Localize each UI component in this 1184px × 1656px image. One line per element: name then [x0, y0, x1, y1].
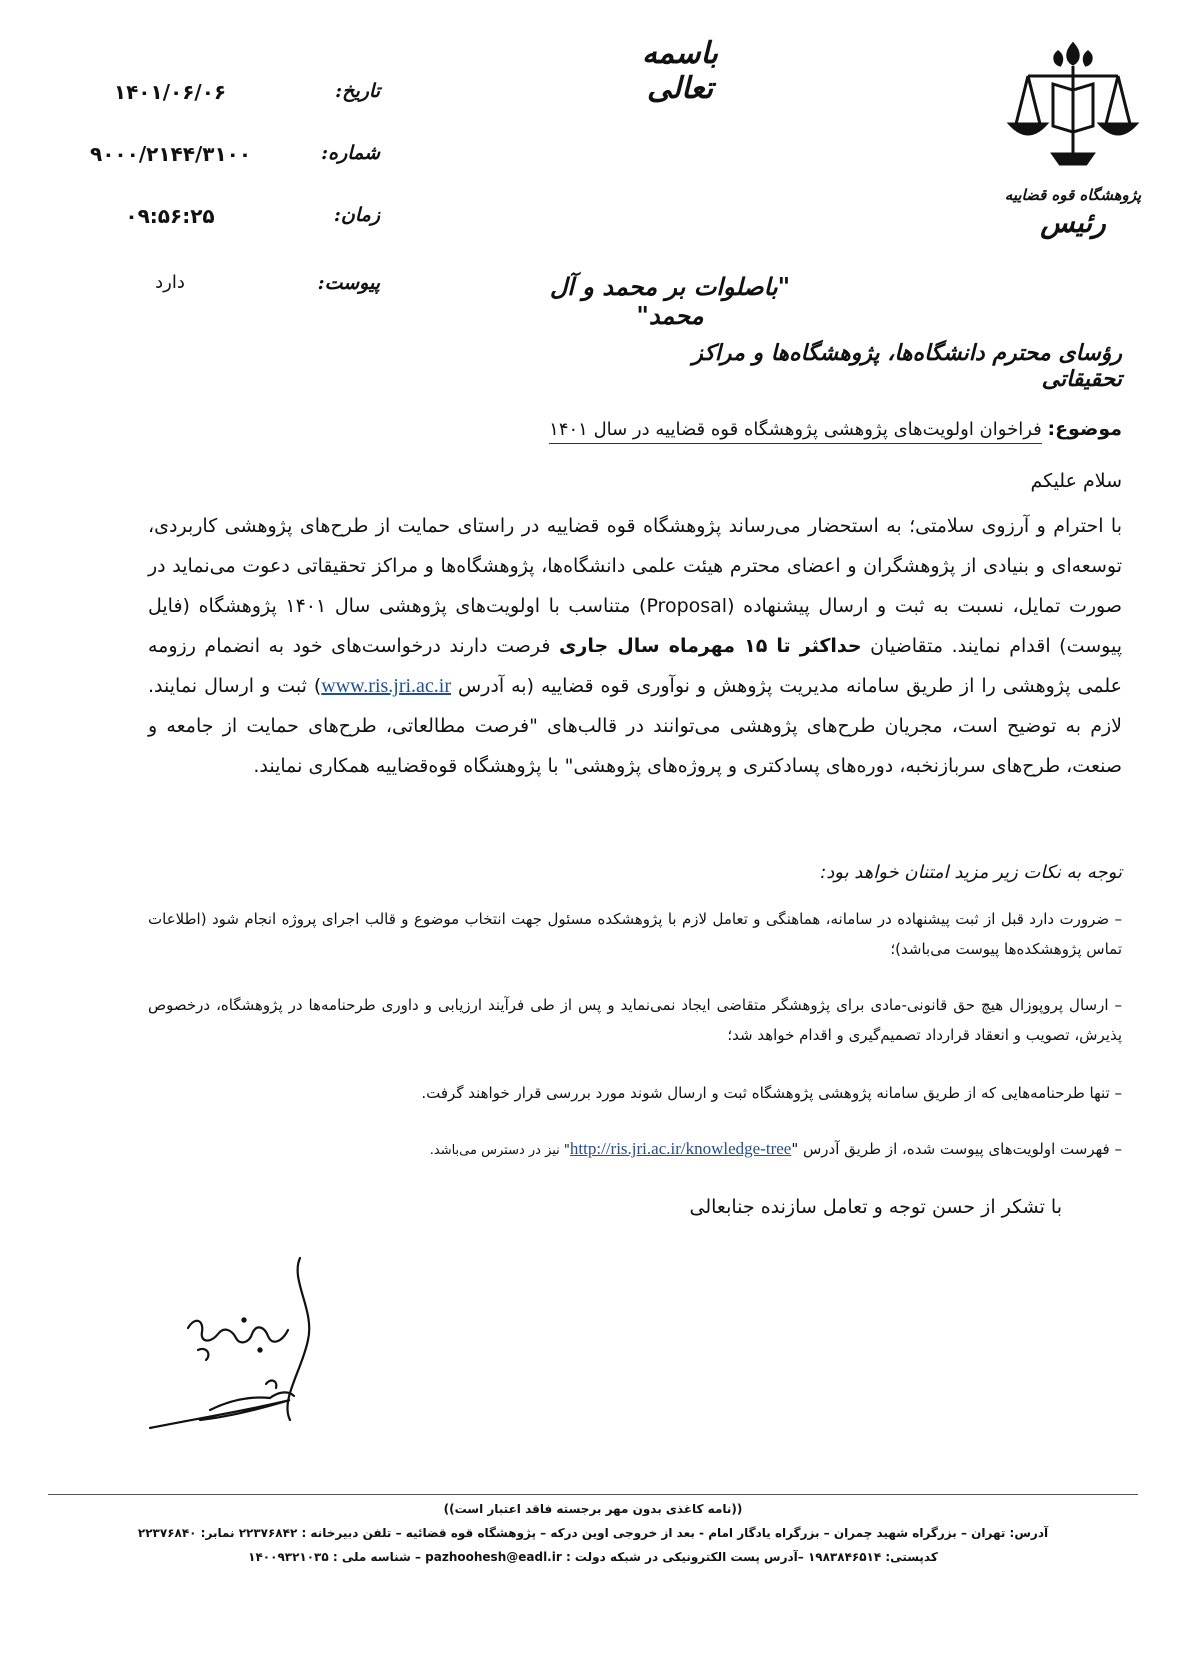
time-value: ۰۹:۵۶:۲۵	[125, 204, 215, 228]
knowledge-tree-link[interactable]: http://ris.jri.ac.ir/knowledge-tree	[569, 1139, 792, 1158]
time-label: زمان:	[333, 204, 380, 226]
notes-heading: توجه به نکات زیر مزید امتنان خواهد بود:	[820, 862, 1122, 883]
body-part-1: با احترام و آرزوی سلامتی؛ به استحضار می‌رساند پژوهشگاه قوه قضاییه در راستای حمایت از طرح‌های پژوهشی کاربردی، توسعه‌ای و بنیادی از پژوهشگران و اعضای محترم هیئت علمی دانشگاه‌ها، پژوهشگاه‌ها و مراکز تحقیقاتی دعوت می‌نماید در صورت تمایل، نسبت به ثبت و ارسال پیشنهاده (Proposal) متناسب با اولویت‌های پژوهشی سال ۱۴۰۱ پژوهشگاه (فایل پیوست) اقدام نمایند. متقاضیان	[148, 515, 1123, 657]
note-item-4-before: – فهرست اولویت‌های پیوست شده، از طریق آدرس "	[791, 1140, 1122, 1158]
footer-notice: ((نامه کاغذی بدون مهر برجسته فاقد اعتبار است))	[443, 1502, 743, 1516]
note-item-4-after: " نیز در دسترس می‌باشد.	[429, 1143, 570, 1158]
recipients-line: رؤسای محترم دانشگاه‌ها، پژوهشگاه‌ها و مراکز تحقیقاتی	[692, 340, 1122, 392]
note-item-4	[148, 1134, 1122, 1166]
note-item-1: – ضرورت دارد قبل از ثبت پیشنهاده در سامانه، هماهنگی و تعامل لازم با پژوهشکده مسئول جهت انتخاب موضوع و قالب اجرای پروژه انجام شود (اطلاعات تماس پژوهشکده‌ها پیوست می‌باشد)؛	[148, 910, 1122, 958]
number-value: ۹۰۰۰/۲۱۴۴/۳۱۰۰	[90, 142, 252, 166]
body-part-3: ) ثبت و ارسال نمایند. لازم به توضیح است، مجریان طرح‌های پژوهشی می‌توانند در قالب‌های "فرصت مطالعاتی، طرح‌های حمایت از جامعه و صنعت، طرح‌های سربازنخبه، دوره‌های پسادکتری و پروژه‌های پژوهشی" با پژوهشگاه قوه‌قضاییه همکاری نمایند.	[148, 675, 1122, 777]
footer-postal: کدپستی: ۱۹۸۳۸۴۶۵۱۴ –آدرس پست الکترونیکی در شبکه دولت : pazhoohesh@eadl.ir – شناسه ملی : ۱۴۰۰۹۳۲۱۰۳۵	[248, 1550, 938, 1564]
closing-line: با تشکر از حسن توجه و تعامل سازنده جنابعالی	[689, 1196, 1062, 1218]
footer-address: آدرس: تهران – بزرگراه شهید چمران – بزرگراه یادگار امام - بعد از خروجی اوین درکه – پژوهشگاه قوه قضائیه – تلفن دبیرخانه : ۲۲۳۷۶۸۴۲ نمابر: ۲۲۳۷۶۸۴۰	[137, 1526, 1049, 1540]
note-item-3: – تنها طرحنامه‌هایی که از طریق سامانه پژوهشی پژوهشگاه ثبت و ارسال شوند مورد بررسی قرار خواهند گرفت.	[421, 1084, 1122, 1102]
logo-org-name: پژوهشگاه قوه قضاییه	[1004, 186, 1142, 204]
footer-divider	[48, 1494, 1138, 1495]
attachment-label: پیوست:	[317, 272, 380, 294]
ris-website-link[interactable]: www.ris.jri.ac.ir	[321, 675, 452, 697]
date-value: ۱۴۰۱/۰۶/۰۶	[113, 80, 227, 104]
judiciary-research-logo	[998, 36, 1148, 246]
greeting: سلام علیکم	[1030, 470, 1122, 492]
body-deadline: حداکثر تا ۱۵ مهرماه سال جاری	[559, 635, 862, 657]
body-paragraph	[148, 506, 1122, 786]
scales-emblem-icon	[998, 36, 1148, 186]
logo-title: رئیس	[1040, 206, 1106, 239]
salawat-line: "باصلوات بر محمد و آل محمد"	[549, 272, 791, 330]
handwritten-signature	[140, 1250, 360, 1450]
attachment-value: دارد	[155, 272, 185, 293]
subject-line	[522, 418, 1122, 440]
number-label: شماره:	[321, 142, 380, 164]
date-label: تاریخ:	[335, 80, 380, 102]
header-title: باسمه تعالی	[641, 36, 719, 106]
subject-label: موضوع:	[1047, 418, 1122, 440]
body-part-2: فرصت دارند درخواست‌های خود به انضمام رزومه علمی پژوهشی را از طریق سامانه مدیریت پژوهش و نوآوری قوه قضاییه (به آدرس	[148, 635, 1122, 697]
subject-text: فراخوان اولویت‌های پژوهشی پژوهشگاه قوه قضاییه در سال ۱۴۰۱	[549, 419, 1042, 444]
signature-graphic	[140, 1250, 360, 1450]
note-item-2: – ارسال پروپوزال هیچ حق قانونی-مادی برای پژوهشگر متقاضی ایجاد نمی‌نماید و پس از طی فرآیند ارزیابی و داوری طرحنامه‌ها در پژوهشگاه، درخصوص پذیرش، تصویب و انعقاد قرارداد تصمیم‌گیری و اقدام خواهد شد؛	[148, 996, 1122, 1044]
